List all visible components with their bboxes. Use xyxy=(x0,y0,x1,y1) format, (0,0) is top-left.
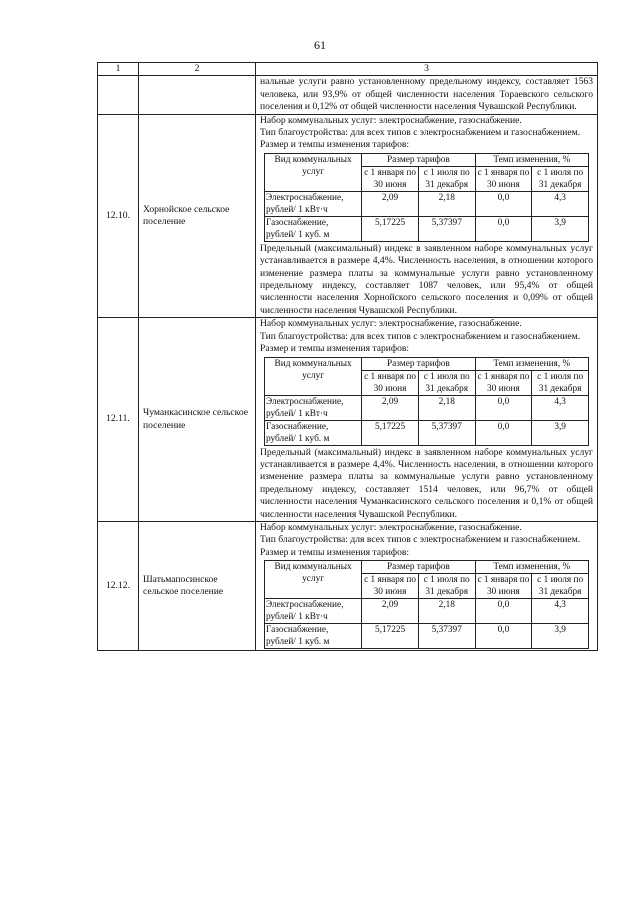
rate-value: 4,3 xyxy=(532,599,589,624)
tariff-size-header: Размер тарифов xyxy=(362,153,475,166)
section-content xyxy=(256,114,598,318)
tariff-table xyxy=(264,153,589,242)
section-content xyxy=(256,318,598,522)
page-number: 61 xyxy=(314,38,326,52)
service-label: Газоснабжение, рублей/ 1 куб. м xyxy=(265,420,362,445)
rate-value: 4,3 xyxy=(532,191,589,216)
column-number: 2 xyxy=(139,63,256,76)
services-set: Набор коммунальных услуг: электроснабжение, газоснабжение. xyxy=(260,318,522,330)
section-row xyxy=(98,114,598,318)
tariff-table xyxy=(264,357,589,446)
change-rate-header: Темп изменения, % xyxy=(475,561,588,574)
main-table xyxy=(97,62,598,651)
index-text: Предельный (максимальный) индекс в заявленном наборе коммунальных услуг устанавливается в размере 4,4%. Численность населения, в отношении которого изменение размера платы за коммунальные услуги равно установленному предельному индексу, составляет 1087 человек, или 95,4% от общей численности населения Хорнойского сельского поселения и 0,09% от общей численности населения Чувашской Республики. xyxy=(260,242,593,316)
tariff-value: 5,17225 xyxy=(362,216,419,241)
period-header: с 1 января по 30 июня xyxy=(362,370,419,395)
period-header: с 1 июля по 31 декабря xyxy=(418,574,475,599)
period-header: с 1 января по 30 июня xyxy=(475,166,532,191)
period-header: с 1 января по 30 июня xyxy=(475,574,532,599)
rate-value: 0,0 xyxy=(475,624,532,649)
change-rate-header: Темп изменения, % xyxy=(475,357,588,370)
tariff-table-title: Размер и темпы изменения тарифов: xyxy=(260,546,410,558)
period-header: с 1 июля по 31 декабря xyxy=(418,166,475,191)
tariff-value: 5,37397 xyxy=(418,216,475,241)
column-number: 1 xyxy=(98,63,139,76)
settlement-name: Шатьмапосинское сельское поселение xyxy=(139,521,256,650)
service-label: Газоснабжение, рублей/ 1 куб. м xyxy=(265,216,362,241)
index-text: Предельный (максимальный) индекс в заявленном наборе коммунальных услуг устанавливается в размере 4,4%. Численность населения, в отношении которого изменение размера платы за коммунальные услуги равно установленному предельному индексу, составляет 1514 человек, или 96,7% от общей численности населения Чуманкасинского сельского поселения и 0,1% от общей численности населения Чувашской Республики. xyxy=(260,446,593,520)
service-label: Электроснабжение, рублей/ 1 кВт·ч xyxy=(265,191,362,216)
continuation-text: нальные услуги равно установленному предельному индексу, составляет 1563 человека, или 93,9% от общей численности населения Тораевского сельского поселения и 0,12% от общей численности населения Чувашской Республики. xyxy=(256,76,598,114)
change-rate-header: Темп изменения, % xyxy=(475,153,588,166)
period-header: с 1 июля по 31 декабря xyxy=(418,370,475,395)
rate-value: 0,0 xyxy=(475,395,532,420)
tariff-value: 2,09 xyxy=(362,395,419,420)
service-type-header: Вид коммунальных услуг xyxy=(265,561,362,599)
settlement-name: Чуманкасинское сельское поселение xyxy=(139,318,256,522)
continuation-row xyxy=(98,76,598,114)
rate-value: 0,0 xyxy=(475,191,532,216)
period-header: с 1 января по 30 июня xyxy=(362,574,419,599)
tariff-size-header: Размер тарифов xyxy=(362,561,475,574)
rate-value: 0,0 xyxy=(475,599,532,624)
service-type-header: Вид коммунальных услуг xyxy=(265,357,362,395)
section-number: 12.12. xyxy=(98,521,139,650)
tariff-table-title: Размер и темпы изменения тарифов: xyxy=(260,139,410,151)
section-content xyxy=(256,521,598,650)
service-type-header: Вид коммунальных услуг xyxy=(265,153,362,191)
service-label: Электроснабжение, рублей/ 1 кВт·ч xyxy=(265,395,362,420)
tariff-size-header: Размер тарифов xyxy=(362,357,475,370)
tariff-table-title: Размер и темпы изменения тарифов: xyxy=(260,343,410,355)
settlement-name: Хорнойское сельское поселение xyxy=(139,114,256,318)
tariff-value: 5,17225 xyxy=(362,624,419,649)
rate-value: 4,3 xyxy=(532,395,589,420)
tariff-row xyxy=(265,599,589,624)
services-set: Набор коммунальных услуг: электроснабжение, газоснабжение. xyxy=(260,114,522,126)
section-row xyxy=(98,521,598,650)
tariff-row xyxy=(265,420,589,445)
rate-value: 3,9 xyxy=(532,420,589,445)
period-header: с 1 января по 30 июня xyxy=(362,166,419,191)
tariff-value: 2,18 xyxy=(418,599,475,624)
improvement-type: Тип благоустройства: для всех типов с электроснабжением и газоснабжением. xyxy=(260,534,581,546)
tariff-value: 5,17225 xyxy=(362,420,419,445)
tariff-row xyxy=(265,216,589,241)
tariff-value: 5,37397 xyxy=(418,624,475,649)
rate-value: 0,0 xyxy=(475,216,532,241)
tariff-row xyxy=(265,624,589,649)
service-label: Газоснабжение, рублей/ 1 куб. м xyxy=(265,624,362,649)
period-header: с 1 января по 30 июня xyxy=(475,370,532,395)
tariff-value: 2,18 xyxy=(418,395,475,420)
rate-value: 3,9 xyxy=(532,216,589,241)
tariff-value: 2,09 xyxy=(362,191,419,216)
rate-value: 0,0 xyxy=(475,420,532,445)
tariff-row xyxy=(265,395,589,420)
rate-value: 3,9 xyxy=(532,624,589,649)
improvement-type: Тип благоустройства: для всех типов с электроснабжением и газоснабжением. xyxy=(260,330,581,342)
column-number-row xyxy=(98,63,598,76)
period-header: с 1 июля по 31 декабря xyxy=(532,166,589,191)
tariff-table xyxy=(264,560,589,649)
services-set: Набор коммунальных услуг: электроснабжение, газоснабжение. xyxy=(260,521,522,533)
tariff-value: 2,18 xyxy=(418,191,475,216)
period-header: с 1 июля по 31 декабря xyxy=(532,574,589,599)
improvement-type: Тип благоустройства: для всех типов с электроснабжением и газоснабжением. xyxy=(260,127,581,139)
section-row xyxy=(98,318,598,522)
period-header: с 1 июля по 31 декабря xyxy=(532,370,589,395)
tariff-value: 2,09 xyxy=(362,599,419,624)
tariff-value: 5,37397 xyxy=(418,420,475,445)
section-number: 12.11. xyxy=(98,318,139,522)
section-number: 12.10. xyxy=(98,114,139,318)
tariff-row xyxy=(265,191,589,216)
service-label: Электроснабжение, рублей/ 1 кВт·ч xyxy=(265,599,362,624)
column-number: 3 xyxy=(256,63,598,76)
